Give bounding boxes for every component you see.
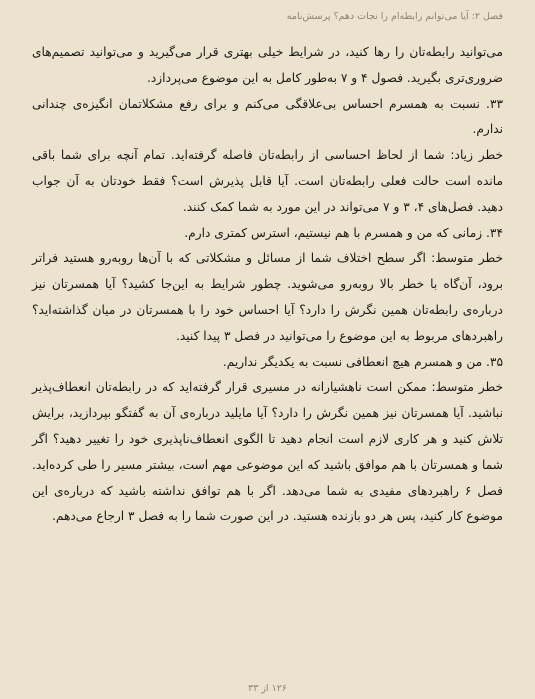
answer-35: خطر متوسط: ممکن است ناهشیارانه در مسیری قرار گرفته‌اید که در رابطه‌تان انعطاف‌پذیر نباشید. آیا همسرتان نیز همین نگرش را دارد؟ آیا مایلید درباره‌ی آن به گفتگو بپردازید، برایش تلاش کنید و هر کاری لازم است انجام دهید تا الگوی انعطاف‌ناپذیری خود را تغییر دهید؟ اگر شما و همسرتان با هم موافق باشید که این موضوعی مهم است، بیشتر مسیر را طی کرده‌اید. فصل ۶ راهبردهای مفیدی به شما می‌دهد. اگر با هم توافق نداشته باشید که درباره‌ی این موضوع کار کنید، پس هر دو بازنده هستید. در این صورت شما را به فصل ۳ ارجاع می‌دهم. xyxy=(32,380,504,524)
answer-34: خطر متوسط: اگر سطح اختلاف شما از مسائل و مشکلاتی که با آن‌ها روبه‌رو هستید فراتر برود، آن‌گاه با خطر بالا روبه‌رو می‌شوید. چطور شرایط به این‌جا کشید؟ آیا همسرتان نیز درباره‌ی رابطه‌تان همین نگرش را دارد؟ آیا احساس خود را با همسرتان در میان گذاشته‌اید؟ راهبردهای مربوط به این موضوع را می‌توانید در فصل ۳ پیدا کنید. xyxy=(32,251,503,343)
paragraph: می‌توانید رابطه‌تان را رها کنید، در شرایط خیلی بهتری قرار می‌گیرید و می‌توانید تصمیم‌های ضروری‌تری بگیرید. فصول ۴ و ۷ به‌طور کامل به این موضوع می‌پردازد. xyxy=(32,45,503,85)
question-34: ۳۴. زمانی که من و همسرم با هم نیستیم، استرس کمتری دارم. xyxy=(184,225,503,240)
question-35: ۳۵. من و همسرم هیچ انعطافی نسبت به یکدیگر نداریم. xyxy=(222,354,503,369)
page-number: ۱۲۶ از ۳۳ xyxy=(248,683,287,694)
answer-33: خطر زیاد: شما از لحاظ احساسی از رابطه‌تان فاصله گرفته‌اید. تمام آنچه برای شما باقی مانده است حالت فعلی رابطه‌تان است. آیا قابل پذیرش است؟ فقط خودتان به آن جواب دهید. فصل‌های ۴، ۳ و ۷ می‌تواند در این مورد به شما کمک کنند. xyxy=(32,148,503,214)
question-33: ۳۳. نسبت به همسرم احساس بی‌علاقگی می‌کنم و برای رفع مشکلاتمان انگیزه‌ی چندانی ندارم. xyxy=(32,96,503,137)
running-header: فصل ۲: آیا می‌توانم رابطه‌ام را نجات دهم؟ پرسش‌نامه xyxy=(286,11,503,22)
page-body xyxy=(32,40,503,530)
